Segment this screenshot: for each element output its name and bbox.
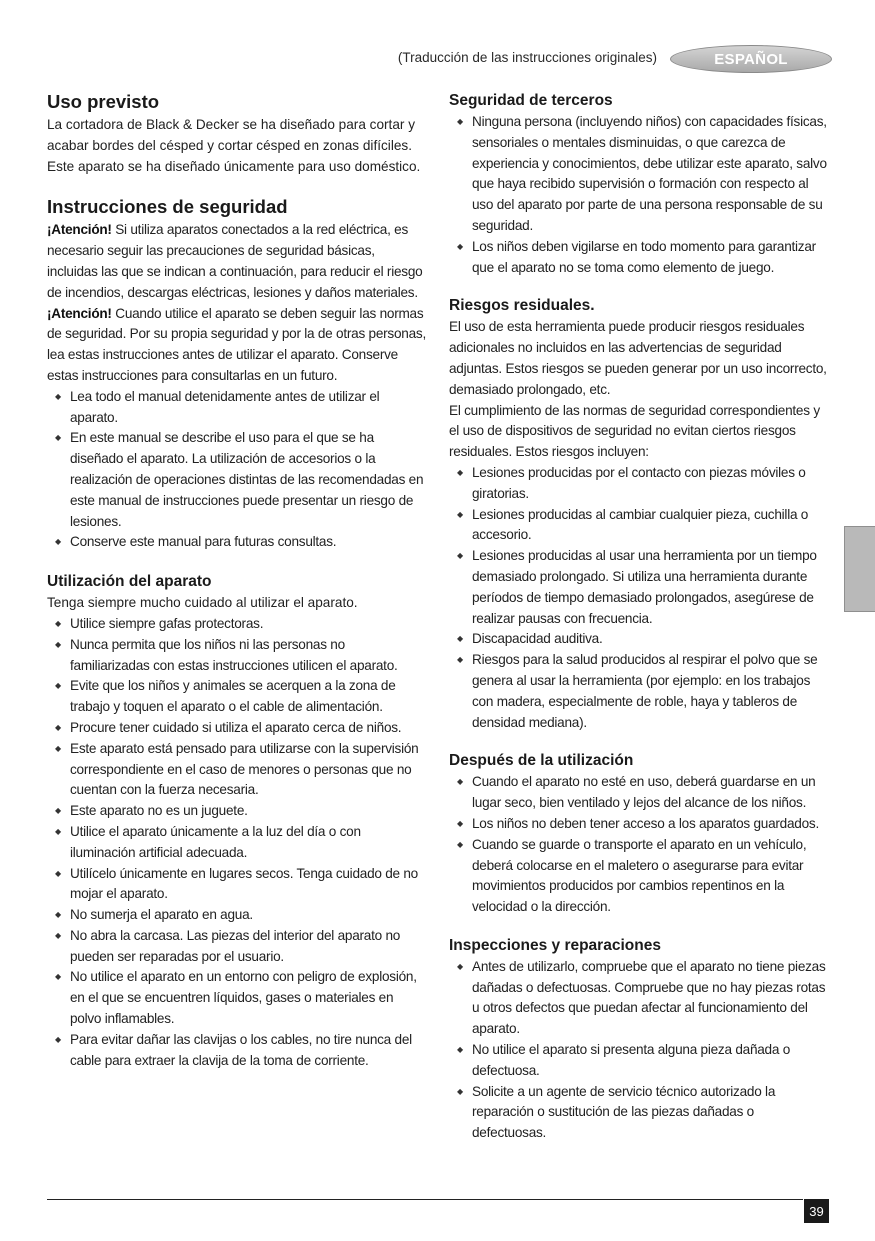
diamond-bullet-icon: ◆: [457, 839, 463, 849]
diamond-bullet-icon: ◆: [457, 509, 463, 519]
list-item: ◆ En este manual se describe el uso para el que se ha diseñado el aparato. La utilización de accesorios o la realización de operaciones distintas de las recomendadas en este manual de instrucciones puede presentar un riesgo de lesiones.: [55, 430, 424, 529]
utilizacion-title: Utilización del aparato: [47, 573, 212, 591]
riesgos-list: [449, 463, 830, 733]
uso-previsto-text: La cortadora de Black & Decker se ha diseñado para cortar y acabar bordes del césped y cortar césped en zonas difíciles. Este aparato se ha diseñado únicamente para uso doméstico.: [47, 117, 421, 174]
list-item: ◆ Cuando se guarde o transporte el aparato en un vehículo, deberá colocarse en el maletero o asegurarse para evitar movimientos producidos por cambios repentinos en la velocidad o la dirección.: [457, 836, 807, 915]
page-number: 39: [804, 1199, 829, 1223]
list-item: ◆ Utilícelo únicamente en lugares secos. Tenga cuidado de no mojar el aparato.: [55, 865, 418, 902]
attention-text: Cuando utilice el aparato se deben seguir las normas de seguridad. Por su propia seguridad y por la de otras personas, lea estas instrucciones antes de utilizar el aparato. Conserve estas instrucciones para consultarlas en un futuro.: [47, 305, 426, 383]
diamond-bullet-icon: ◆: [55, 722, 61, 732]
terceros-title: Seguridad de terceros: [449, 92, 613, 109]
despues-list: [449, 772, 830, 918]
list-item: ◆ Solicite a un agente de servicio técnico autorizado la reparación o sustitución de las piezas dañadas o defectuosas.: [457, 1083, 776, 1141]
list-item: ◆ Lea todo el manual detenidamente antes de utilizar el aparato.: [55, 388, 380, 425]
utilizacion-intro: Tenga siempre mucho cuidado al utilizar el aparato.: [47, 595, 358, 611]
attention-label: ¡Atención!: [47, 222, 112, 238]
diamond-bullet-icon: ◆: [457, 1045, 463, 1055]
list-item: ◆ Nunca permita que los niños ni las personas no familiarizadas con estas instrucciones utilicen el aparato.: [55, 636, 398, 673]
riesgos-para-1: El uso de esta herramienta puede producir riesgos residuales adicionales no incluidos en las advertencias de seguridad adjuntas. Estos riesgos se pueden generar por un uso incorrecto, demasiado prolongado, etc.: [449, 319, 827, 397]
diamond-bullet-icon: ◆: [55, 972, 61, 982]
utilizacion-list: [47, 614, 427, 1072]
list-item: ◆ Ninguna persona (incluyendo niños) con capacidades físicas, sensoriales o mentales disminuidas, o que carezca de experiencia y conocimientos, debe utilizar este aparato, salvo que haya recibido supervisión o formación con respecto al uso del aparato por parte de una persona responsable de su seguridad.: [457, 114, 827, 233]
list-item: ◆ No sumerja el aparato en agua.: [47, 905, 427, 926]
diamond-bullet-icon: ◆: [55, 910, 61, 920]
attention-paragraph-1: [47, 220, 427, 303]
left-column: [47, 90, 427, 1071]
attention-paragraph-2: [47, 304, 427, 387]
diamond-bullet-icon: ◆: [457, 777, 463, 787]
list-item: ◆ No utilice el aparato en un entorno con peligro de explosión, en el que se encuentren líquidos, gases o materiales en polvo inflamables.: [55, 969, 417, 1027]
uso-previsto-title: Uso previsto: [47, 91, 160, 112]
diamond-bullet-icon: ◆: [55, 537, 61, 547]
diamond-bullet-icon: ◆: [457, 117, 463, 126]
language-side-tab: [844, 526, 875, 612]
diamond-bullet-icon: ◆: [457, 241, 463, 251]
diamond-bullet-icon: ◆: [55, 826, 61, 836]
diamond-bullet-icon: ◆: [457, 818, 463, 828]
diamond-bullet-icon: ◆: [55, 618, 61, 628]
diamond-bullet-icon: ◆: [457, 634, 463, 644]
list-item: ◆ Lesiones producidas al usar una herramienta por un tiempo demasiado prolongado. Si utiliza una herramienta durante períodos de tiempo demasiado prolongados, asegúrese de realizar pausas con frecuencia.: [457, 548, 817, 626]
footer-rule: [47, 1199, 803, 1200]
list-item: ◆ Lesiones producidas al cambiar cualquier pieza, cuchilla o accesorio.: [457, 506, 809, 543]
list-item: ◆ Evite que los niños y animales se acerquen a la zona de trabajo y toquen el aparato o el cable de alimentación.: [55, 678, 396, 715]
list-item: ◆ Riesgos para la salud producidos al respirar el polvo que se genera al usar la herramienta (por ejemplo: en los trabajos con madera, especialmente de roble, haya y tableros de densidad mediana).: [457, 652, 818, 730]
diamond-bullet-icon: ◆: [55, 743, 61, 753]
page-header: [0, 45, 875, 73]
list-item: ◆ Lesiones producidas por el contacto con piezas móviles o giratorias.: [457, 464, 806, 501]
list-item: ◆ Los niños no deben tener acceso a los aparatos guardados.: [449, 814, 830, 835]
translation-note: (Traducción de las instrucciones originales): [397, 50, 657, 65]
diamond-bullet-icon: ◆: [55, 681, 61, 691]
diamond-bullet-icon: ◆: [55, 806, 61, 816]
list-item: ◆ Los niños deben vigilarse en todo momento para garantizar que el aparato no se toma como elemento de juego.: [457, 238, 816, 275]
despues-title: Después de la utilización: [449, 752, 634, 770]
list-item: ◆ Antes de utilizarlo, compruebe que el aparato no tiene piezas dañadas o defectuosas. Compruebe que no hay piezas rotas u otros defectos que puedan afectar al funcionamiento del aparato.: [457, 958, 826, 1037]
right-column: [449, 90, 830, 1144]
diamond-bullet-icon: ◆: [457, 467, 463, 477]
list-item: ◆ Conserve este manual para futuras consultas.: [47, 532, 427, 553]
list-item: ◆ Discapacidad auditiva.: [449, 629, 830, 650]
list-item: ◆ Para evitar dañar las clavijas o los cables, no tire nunca del cable para extraer la clavija de la toma de corriente.: [55, 1031, 412, 1068]
attention-label: ¡Atención!: [47, 305, 112, 321]
list-item: ◆ Este aparato no es un juguete.: [47, 801, 427, 822]
language-badge: ESPAÑOL: [670, 45, 832, 73]
list-item: ◆ Utilice el aparato únicamente a la luz del día o con iluminación artificial adecuada.: [55, 823, 361, 860]
list-item: ◆ Utilice siempre gafas protectoras.: [47, 614, 427, 635]
list-item: ◆ No utilice el aparato si presenta alguna pieza dañada o defectuosa.: [457, 1042, 791, 1078]
inspecciones-title: Inspecciones y reparaciones: [449, 936, 661, 954]
attention-text: Si utiliza aparatos conectados a la red eléctrica, es necesario seguir las precauciones de seguridad básicas, incluidas las que se indican a continuación, para reducir el riesgo de incendios, descargas eléctricas, lesiones y daños materiales.: [47, 222, 423, 300]
instrucciones-title: Instrucciones de seguridad: [47, 196, 288, 218]
list-item: ◆ Cuando el aparato no esté en uso, deberá guardarse en un lugar seco, bien ventilado y lejos del alcance de los niños.: [457, 774, 816, 811]
list-item: ◆ Este aparato está pensado para utilizarse con la supervisión correspondiente en el caso de menores o personas que no cuentan con la fuerza necesaria.: [55, 740, 419, 798]
diamond-bullet-icon: ◆: [457, 1086, 463, 1096]
diamond-bullet-icon: ◆: [457, 961, 463, 971]
list-item: ◆ No abra la carcasa. Las piezas del interior del aparato no pueden ser reparadas por el usuario.: [55, 927, 401, 964]
diamond-bullet-icon: ◆: [55, 639, 61, 649]
inspecciones-list: [449, 957, 830, 1144]
diamond-bullet-icon: ◆: [457, 655, 463, 665]
diamond-bullet-icon: ◆: [55, 391, 61, 401]
diamond-bullet-icon: ◆: [55, 930, 61, 940]
riesgos-title: Riesgos residuales.: [449, 297, 595, 315]
terceros-list: [449, 112, 830, 278]
diamond-bullet-icon: ◆: [55, 868, 61, 878]
list-item: ◆ Procure tener cuidado si utiliza el aparato cerca de niños.: [47, 718, 427, 739]
diamond-bullet-icon: ◆: [55, 433, 61, 443]
diamond-bullet-icon: ◆: [457, 551, 463, 561]
instrucciones-list: [47, 387, 427, 553]
riesgos-para-2: El cumplimiento de las normas de seguridad correspondientes y el uso de dispositivos de seguridad no evitan ciertos riesgos residuales. Estos riesgos incluyen:: [449, 402, 820, 460]
diamond-bullet-icon: ◆: [55, 1034, 61, 1044]
